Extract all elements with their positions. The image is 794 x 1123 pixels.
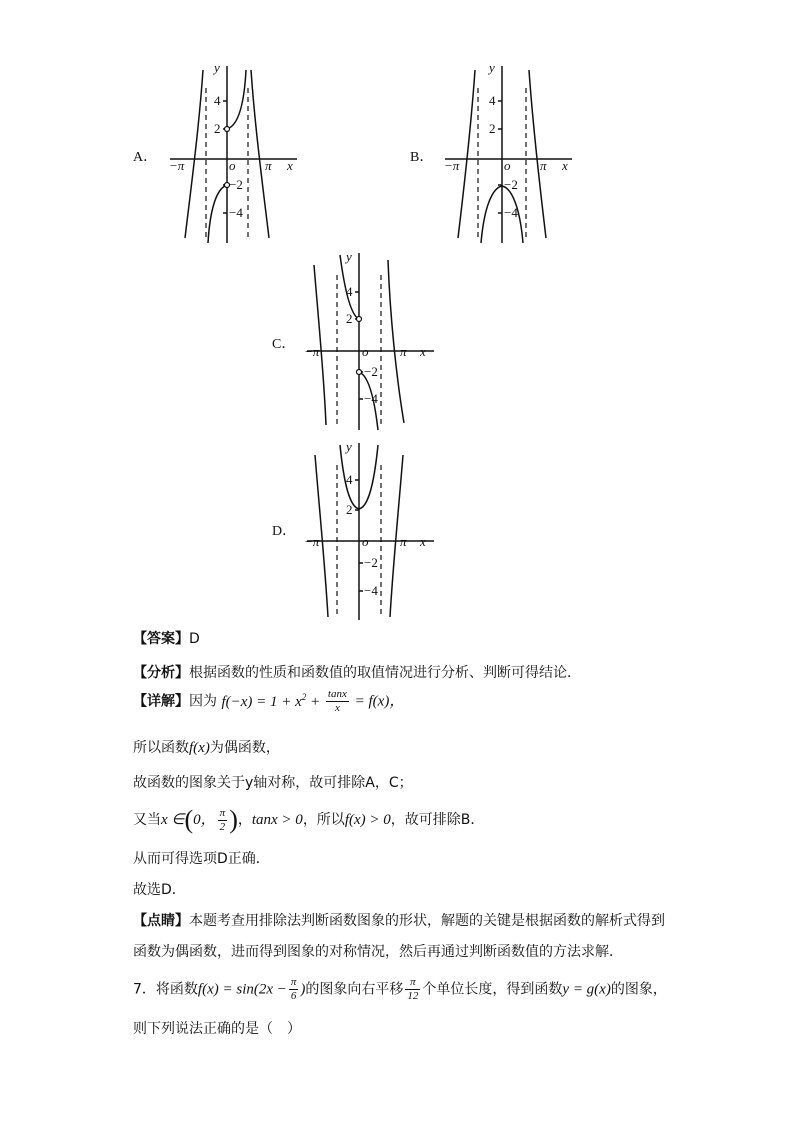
detail-l1-expr: $f(-x) = 1 + x^2$ + xyxy=(221,691,324,710)
graph-b-svg xyxy=(440,58,575,248)
neg-pi-label: −π xyxy=(304,534,320,549)
detail-l2-f: f(x) xyxy=(189,740,210,756)
curve-left xyxy=(458,70,475,238)
detail-line-3: 故函数的图象关于y轴对称，故可排除A，C； xyxy=(133,775,413,791)
tick-neg-4: −4 xyxy=(364,583,378,598)
x-axis-label: x xyxy=(562,158,568,173)
open-point-upper xyxy=(225,127,230,132)
y-axis-label: y xyxy=(346,439,352,454)
origin-label: o xyxy=(362,534,369,549)
curve-right xyxy=(529,70,546,238)
answer-text: D xyxy=(189,631,200,647)
answer-line: 【答案】D xyxy=(133,631,200,647)
curve-left xyxy=(185,70,203,238)
q7-line-1: 7．将函数f(x) = sin(2x − $\frac{\pi}{6}$ )的图象向右平移 $\frac{\pi}{12}$ 个单位长度，得到函数y = g(x)的图象， xyxy=(133,976,667,1002)
tick-neg-4: −4 xyxy=(364,391,378,406)
detail-l1-prefix: 因为 xyxy=(189,693,217,710)
q7-frac-1: $\frac{\pi}{6}$ xyxy=(290,976,297,1002)
tick-2: 2 xyxy=(489,121,496,136)
tick-2: 2 xyxy=(214,121,221,136)
curve-right xyxy=(251,70,269,238)
pi-label: π xyxy=(400,534,407,549)
neg-pi-label: −π xyxy=(444,158,460,173)
neg-pi-label: −π xyxy=(169,158,185,173)
origin-label: o xyxy=(504,158,511,173)
comment-line-2: 函数为偶函数，进而得到图象的对称情况，然后再通过判断函数值的方法求解． xyxy=(133,944,623,960)
detail-l1-frac: $\frac{\tan x}{x}$ xyxy=(327,688,347,714)
comment-tag: 点睛 xyxy=(147,913,175,929)
tick-neg-2: −2 xyxy=(229,177,243,192)
tick-neg-2: −2 xyxy=(364,555,378,570)
pi-label: π xyxy=(540,158,547,173)
y-axis-label: y xyxy=(489,60,495,75)
tick-neg-2: −2 xyxy=(364,364,378,379)
option-a-label: A． xyxy=(133,150,158,165)
origin-label: o xyxy=(229,158,236,173)
detail-l4-frac: $\frac{\pi}{2}$ xyxy=(219,806,226,833)
analysis-line: 【分析】根据函数的性质和函数值的取值情况进行分析、判断可得结论． xyxy=(133,665,581,681)
y-axis-label: y xyxy=(346,249,352,264)
analysis-tag: 分析 xyxy=(147,665,175,681)
graph-c xyxy=(302,245,437,435)
option-b-label: B． xyxy=(410,150,434,165)
tick-neg-2: −2 xyxy=(504,177,518,192)
tick-2: 2 xyxy=(346,311,353,326)
detail-line-4: 又当x ∈(0， $\frac{\pi}{2}$ )，tanx > 0，所以f(x) > 0，故可排除B． xyxy=(133,805,485,834)
y-axis-label: y xyxy=(214,60,220,75)
option-d-label: D． xyxy=(272,524,297,539)
answer-tag: 答案 xyxy=(147,631,175,647)
tick-neg-4: −4 xyxy=(229,205,243,220)
graph-c-svg xyxy=(302,245,437,435)
tick-4: 4 xyxy=(346,472,353,487)
detail-tag: 详解 xyxy=(147,693,175,710)
graph-d xyxy=(302,435,437,625)
x-axis-label: x xyxy=(287,158,293,173)
x-axis-label: x xyxy=(420,534,426,549)
detail-line-5: 从而可得选项D正确． xyxy=(133,851,270,867)
origin-label: o xyxy=(362,344,369,359)
open-point-lower xyxy=(357,370,362,375)
neg-pi-label: −π xyxy=(304,344,320,359)
tick-2: 2 xyxy=(346,502,353,517)
detail-line-2: 所以函数f(x)为偶函数， xyxy=(133,740,280,756)
detail-line-6: 故选D． xyxy=(133,882,186,898)
pi-label: π xyxy=(265,158,272,173)
comment-line-1: 【点睛】本题考查用排除法判断函数图象的形状，解题的关键是根据函数的解析式得到 xyxy=(133,913,665,929)
detail-line-1: 【详解】因为 $f(-x) = 1 + x^2$ + $\frac{\tan x}{x}$ = f(x)， xyxy=(133,688,405,714)
graph-a xyxy=(165,58,300,248)
q7-line-2: 则下列说法正确的是（ ） xyxy=(133,1021,301,1037)
pi-label: π xyxy=(400,344,407,359)
analysis-text: 根据函数的性质和函数值的取值情况进行分析、判断可得结论． xyxy=(189,665,581,681)
tick-neg-4: −4 xyxy=(504,205,518,220)
q7-frac-2: $\frac{\pi}{12}$ xyxy=(407,976,419,1002)
curve-lower-branch xyxy=(208,185,227,243)
open-point-upper xyxy=(357,317,362,322)
curve-right xyxy=(388,260,404,423)
graph-a-svg xyxy=(165,58,300,248)
detail-l1-eq: = f(x)， xyxy=(350,693,405,710)
curve-upper-branch xyxy=(227,70,246,129)
x-axis-label: x xyxy=(420,344,426,359)
tick-4: 4 xyxy=(346,284,353,299)
option-c-label: C． xyxy=(272,337,296,352)
tick-4: 4 xyxy=(214,93,221,108)
tick-4: 4 xyxy=(489,93,496,108)
graph-d-svg xyxy=(302,435,437,625)
graph-b xyxy=(440,58,575,248)
